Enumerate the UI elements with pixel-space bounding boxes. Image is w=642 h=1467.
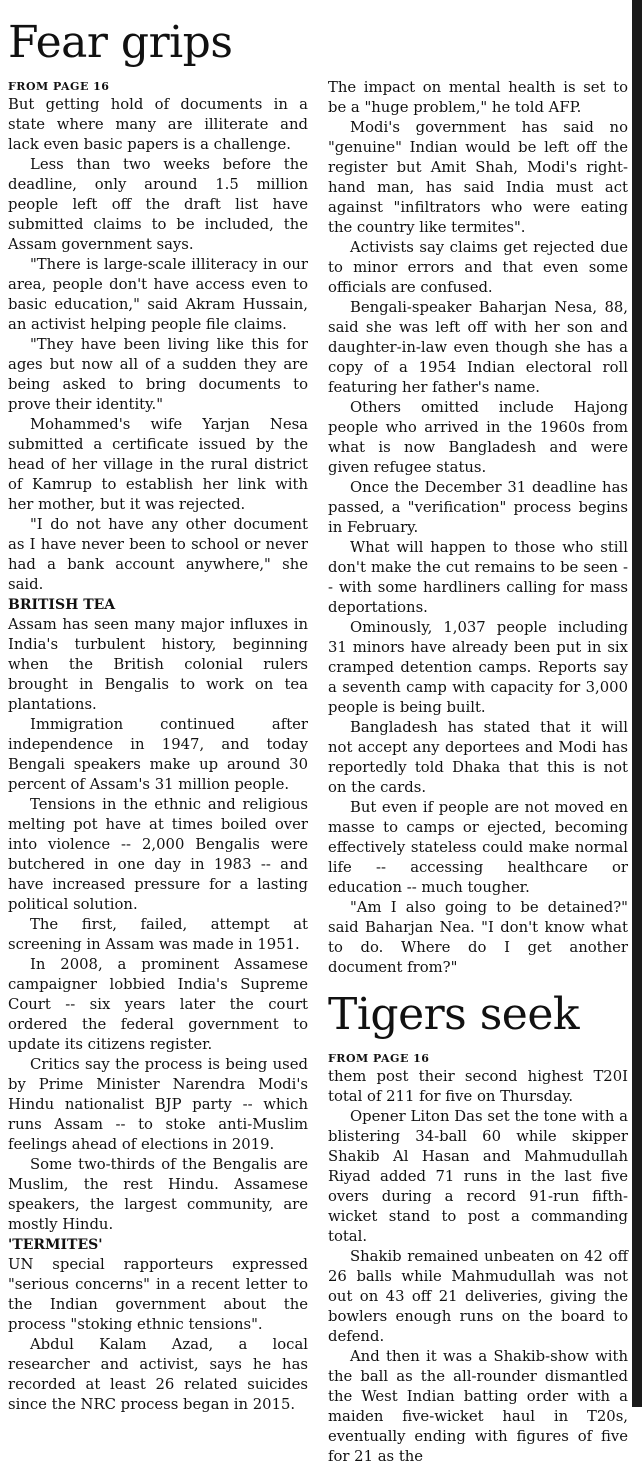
article1-right-body <box>328 78 628 978</box>
paragraph: Opener Liton Das set the tone with a blistering 34-ball 60 while skipper Shakib Al Hasan and Mahmudullah Riyad added 71 runs in the last five overs during a record 91-run fifth-wicket stand to post a commanding total. <box>328 1108 628 1245</box>
paragraph: But even if people are not moved en masse to camps or ejected, becoming effectively stateless could make normal life -- accessing healthcare or education -- much tougher. <box>328 799 628 896</box>
paragraph: Bengali-speaker Baharjan Nesa, 88, said she was left off with her son and daughter-in-law even though she has a copy of a 1954 Indian electoral roll featuring her father's name. <box>328 299 628 396</box>
paragraph: And then it was a Shakib-show with the ball as the all-rounder dismantled the West Indian batting order with a maiden five-wicket haul in T20s, eventually ending with figures of five for 21 as the <box>328 1348 628 1465</box>
paragraph: "I do not have any other document as I have never been to school or never had a bank account anywhere," she said. <box>8 516 308 593</box>
paragraph: The impact on mental health is set to be a "huge problem," he told AFP. <box>328 79 628 116</box>
paragraph: them post their second highest T20I total of 211 for five on Thursday. <box>328 1068 628 1105</box>
paragraph: Immigration continued after independence in 1947, and today Bengali speakers make up around 30 percent of Assam's 31 million people. <box>8 716 308 793</box>
article2-body <box>328 1067 628 1467</box>
headline-fear-grips: Fear grips <box>8 17 233 68</box>
page-edge-bar <box>632 0 642 1407</box>
subhead-termites: 'TERMITES' <box>8 1237 103 1253</box>
right-column <box>328 78 628 1467</box>
jump-line: FROM PAGE 16 <box>8 80 110 93</box>
article1-section-british-tea <box>8 615 308 1235</box>
paragraph: UN special rapporteurs expressed "serious concerns" in a recent letter to the Indian government about the process "stoking ethnic tensions". <box>8 1256 308 1333</box>
paragraph: What will happen to those who still don't make the cut remains to be seen -- with some hardliners calling for mass deportations. <box>328 539 628 616</box>
paragraph: "Am I also going to be detained?" said Baharjan Nea. "I don't know what to do. Where do I get another document from?" <box>328 899 628 976</box>
paragraph: The first, failed, attempt at screening in Assam was made in 1951. <box>8 916 308 953</box>
paragraph: Shakib remained unbeaten on 42 off 26 balls while Mahmudullah was not out on 43 off 21 deliveries, giving the bowlers enough runs on the board to defend. <box>328 1248 628 1345</box>
article1-left-body <box>8 95 308 595</box>
jump-line: FROM PAGE 16 <box>328 1052 430 1065</box>
paragraph: Assam has seen many major influxes in India's turbulent history, beginning when the British colonial rulers brought in Bengalis to work on tea plantations. <box>8 616 308 713</box>
paragraph: Modi's government has said no "genuine" Indian would be left off the register but Amit Shah, Modi's right-hand man, has said India must act against "infiltrators who were eating the country like termites". <box>328 119 628 236</box>
left-column <box>8 18 308 1415</box>
paragraph: Ominously, 1,037 people including 31 minors have already been put in six cramped detention camps. Reports say a seventh camp with capacity for 3,000 people is being built. <box>328 619 628 716</box>
paragraph: Once the December 31 deadline has passed, a "verification" process begins in February. <box>328 479 628 536</box>
paragraph: Abdul Kalam Azad, a local researcher and activist, says he has recorded at least 26 related suicides since the NRC process began in 2015. <box>8 1336 308 1413</box>
paragraph: Mohammed's wife Yarjan Nesa submitted a certificate issued by the head of her village in the rural district of Kamrup to establish her link with her mother, but it was rejected. <box>8 416 308 513</box>
paragraph: Activists say claims get rejected due to minor errors and that even some officials are confused. <box>328 239 628 296</box>
subhead-british-tea: BRITISH TEA <box>8 597 116 613</box>
paragraph: Less than two weeks before the deadline, only around 1.5 million people left off the draft list have submitted claims to be included, the Assam government says. <box>8 156 308 253</box>
headline-tigers-seek: Tigers seek <box>328 989 580 1040</box>
article1-section-termites <box>8 1255 308 1415</box>
paragraph: Bangladesh has stated that it will not accept any deportees and Modi has reportedly told Dhaka that this is not on the cards. <box>328 719 628 796</box>
paragraph: But getting hold of documents in a state where many are illiterate and lack even basic papers is a challenge. <box>8 96 308 153</box>
paragraph: Some two-thirds of the Bengalis are Muslim, the rest Hindu. Assamese speakers, the largest community, are mostly Hindu. <box>8 1156 308 1233</box>
paragraph: "There is large-scale illiteracy in our area, people don't have access even to basic education," said Akram Hussain, an activist helping people file claims. <box>8 256 308 333</box>
paragraph: In 2008, a prominent Assamese campaigner lobbied India's Supreme Court -- six years later the court ordered the federal government to update its citizens register. <box>8 956 308 1053</box>
paragraph: Others omitted include Hajong people who arrived in the 1960s from what is now Bangladesh and were given refugee status. <box>328 399 628 476</box>
paragraph: "They have been living like this for ages but now all of a sudden they are being asked to bring documents to prove their identity." <box>8 336 308 413</box>
paragraph: Critics say the process is being used by Prime Minister Narendra Modi's Hindu nationalist BJP party -- which runs Assam -- to stoke anti-Muslim feelings ahead of elections in 2019. <box>8 1056 308 1153</box>
paragraph: Tensions in the ethnic and religious melting pot have at times boiled over into violence -- 2,000 Bengalis were butchered in one day in 1983 -- and have increased pressure for a lasting political solution. <box>8 796 308 913</box>
